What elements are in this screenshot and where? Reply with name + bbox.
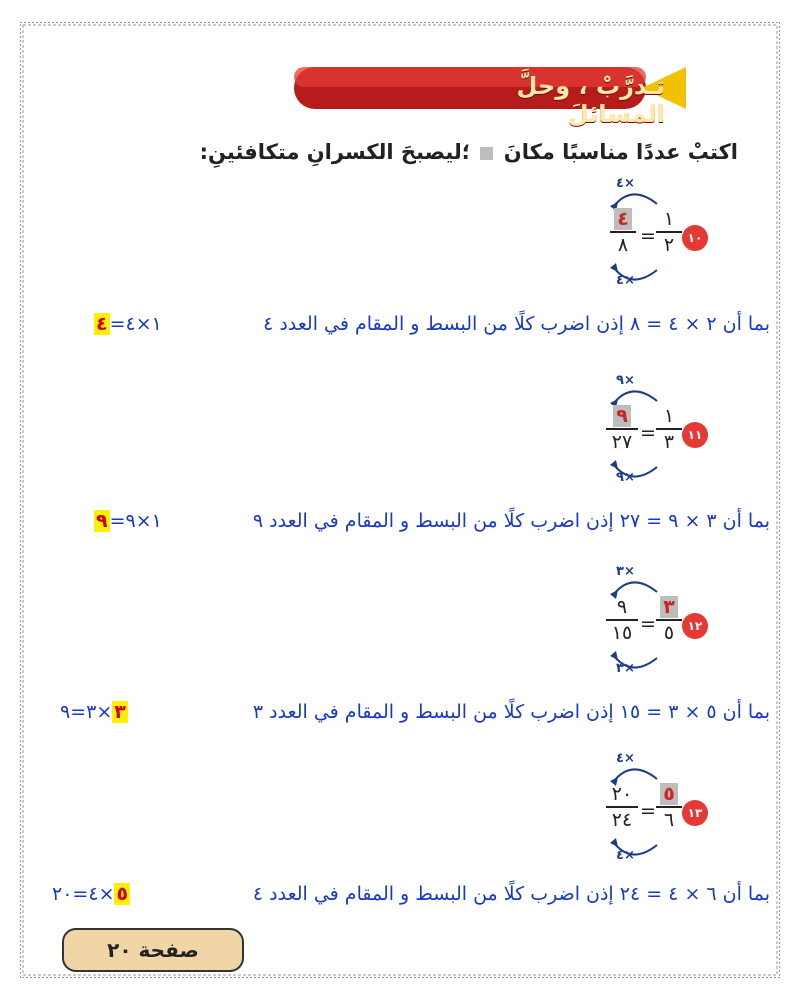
equals-sign: = [640,800,656,822]
result-text: ١×٩= [109,510,162,532]
fraction-denominator: ٢٤ [611,809,633,831]
fraction-numerator: ٣ [660,596,678,618]
instruction-part1: اكتبْ عددًا مناسبًا مكانَ [503,140,738,164]
fraction-numerator: ٢٠ [611,783,633,805]
explanation-text: بما أن ٦ × ٤ = ٢٤ إذن اضرب كلًا من البسط و المقام في العدد ٤ [252,883,770,905]
fraction-answer [608,208,638,256]
result-text: ×٣=٩ [60,701,113,723]
multiplier-bottom: ٩× [616,470,635,485]
fraction-answer [654,783,684,831]
explanation-text: بما أن ٢ × ٤ = ٨ إذن اضرب كلًا من البسط و المقام في العدد ٤ [263,313,770,335]
fraction-numerator: ١ [663,405,675,427]
fraction-numerator: ١ [663,208,675,230]
equals-sign: = [640,613,656,635]
placeholder-square-icon [480,147,493,160]
result-text: ١×٤= [109,313,162,335]
fraction-denominator: ٣ [663,431,675,453]
instruction-part2: ؛ليصبحَ الكسرانِ متكافئينِ: [199,140,471,164]
fraction-denominator: ٢ [663,234,675,256]
explanation-text: بما أن ٥ × ٣ = ١٥ إذن اضرب كلًا من البسط و المقام في العدد ٣ [252,701,770,723]
multiplier-bottom: ٤× [616,848,635,863]
multiplier-bottom: ٣× [616,661,635,676]
explanation-text: بما أن ٣ × ٩ = ٢٧ إذن اضرب كلًا من البسط و المقام في العدد ٩ [252,510,770,532]
problem-number-badge: ١٣ [682,800,708,826]
problem-number-badge: ١٢ [682,613,708,639]
result-equation [94,510,162,532]
result-equation [52,883,130,905]
fraction-given [604,783,640,831]
fraction-given [654,405,684,453]
fraction-denominator: ١٥ [611,622,633,644]
problem-number-badge: ١١ [682,422,708,448]
result-answer: ٣ [114,701,126,723]
multiplier-bottom: ٤× [616,273,635,288]
result-answer: ٩ [96,510,108,532]
fraction-given [654,208,684,256]
result-equation [60,701,128,723]
equals-sign: = [640,225,656,247]
fraction-numerator: ٥ [660,783,678,805]
fraction-numerator: ٤ [614,208,632,230]
fraction-numerator: ٩ [616,596,628,618]
instruction-text [98,140,738,164]
fraction-given [604,596,640,644]
fraction-answer [654,596,684,644]
fraction-denominator: ٨ [617,234,629,256]
result-answer: ٥ [116,883,129,905]
multiplier-top: ٣× [616,564,635,579]
result-equation [94,313,162,335]
result-answer: ٤ [96,313,108,335]
problem-number-badge: ١٠ [682,225,708,251]
multiplier-top: ٩× [616,373,635,388]
section-title: تـدرَّبْ ، وحلَّ المسائلَ [516,72,665,128]
fraction-numerator: ٩ [613,405,631,427]
multiplier-top: ٤× [616,176,635,191]
fraction-denominator: ٥ [663,622,675,644]
fraction-answer [604,405,640,453]
fraction-denominator: ٢٧ [611,431,633,453]
page-number-label: صفحة ٢٠ [62,928,244,972]
fraction-denominator: ٦ [663,809,675,831]
result-text: ×٤=٢٠ [52,883,115,905]
multiplier-top: ٤× [616,751,635,766]
equals-sign: = [640,422,656,444]
